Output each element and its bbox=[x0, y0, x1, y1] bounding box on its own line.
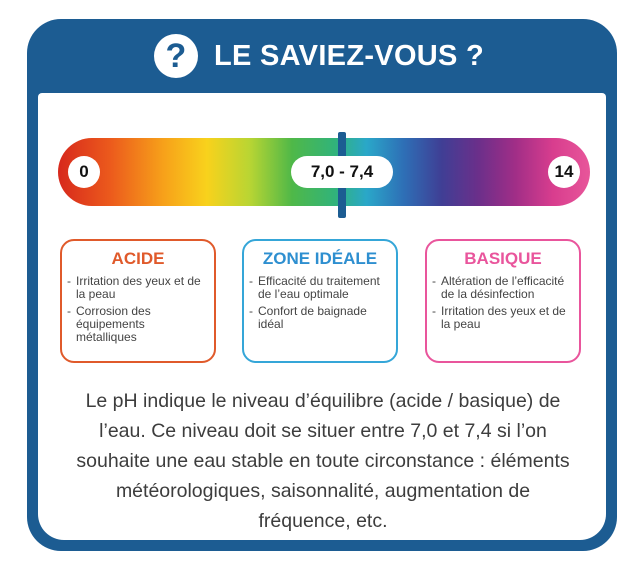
card-body bbox=[38, 93, 606, 540]
ph-min-label: 0 bbox=[68, 156, 100, 188]
list-item: - Irritation des yeux et de la peau bbox=[441, 305, 569, 331]
info-card bbox=[27, 19, 617, 551]
list-item: - Efficacité du traitement de l’eau optimale bbox=[258, 275, 386, 301]
list-item: - Irritation des yeux et de la peau bbox=[76, 275, 204, 301]
question-circle-icon: ? bbox=[154, 34, 198, 78]
zone-acide-box bbox=[60, 239, 216, 363]
ph-max-label: 14 bbox=[548, 156, 580, 188]
list-item: - Corrosion des équipements métalliques bbox=[76, 305, 204, 344]
ph-ideal-label: 7,0 - 7,4 bbox=[291, 156, 393, 188]
ph-scale-bar bbox=[58, 138, 590, 206]
zone-acide-list bbox=[62, 275, 214, 344]
zone-basique-title: BASIQUE bbox=[464, 249, 542, 268]
zone-basique-list bbox=[427, 275, 579, 331]
zone-basique-box bbox=[425, 239, 581, 363]
ph-description: Le pH indique le niveau d’équilibre (acide / basique) de l’eau. Ce niveau doit se situer entre 7,0 et 7,4 si l’on souhaite une eau stable en toute circonstance : éléments météorologiques, saisonnalité, augmentation de fréquence, etc. bbox=[76, 390, 570, 532]
zone-ideale-title: ZONE IDÉALE bbox=[262, 249, 378, 268]
zone-ideale-box bbox=[242, 239, 398, 363]
card-header bbox=[27, 19, 617, 93]
zone-ideale-list bbox=[244, 275, 396, 331]
list-item: - Altération de l’efficacité de la désinfection bbox=[441, 275, 569, 301]
list-item: - Confort de baignade idéal bbox=[258, 305, 386, 331]
card-title: LE SAVIEZ-VOUS ? bbox=[213, 39, 485, 72]
zone-acide-title: ACIDE bbox=[111, 249, 165, 268]
